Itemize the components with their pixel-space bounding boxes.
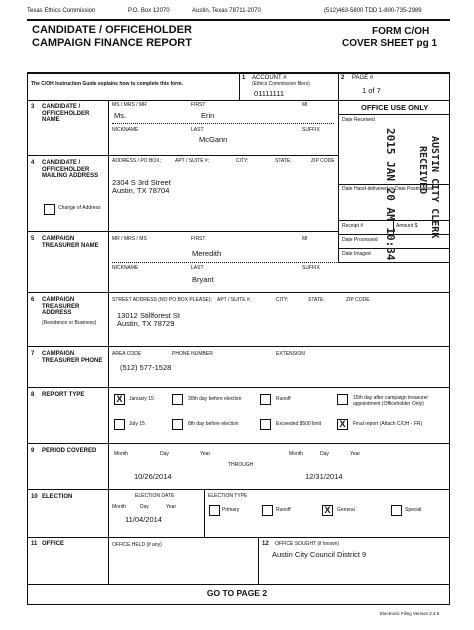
treasurer-title-col: MR / MRS / MS bbox=[112, 236, 147, 242]
period-to-month-col: Month bbox=[289, 451, 303, 457]
treasurer-suffix-col: SUFFIX bbox=[302, 265, 320, 271]
mailing-line2: Austin, TX 78704 bbox=[112, 186, 170, 195]
date-hand-delivered-label: Date Hand-delivered or Date Postmarked bbox=[342, 186, 434, 192]
election-primary-checkbox[interactable] bbox=[209, 505, 220, 516]
stamp-date: 2015 JAN 20 AM 10:34 bbox=[384, 128, 397, 261]
office-label: OFFICE bbox=[42, 541, 64, 547]
section-11-index: 11 bbox=[31, 541, 38, 547]
change-of-address-checkbox[interactable] bbox=[44, 204, 55, 215]
period-to-value: 12/31/2014 bbox=[305, 472, 343, 481]
phone-ext-col: EXTENSION bbox=[276, 351, 305, 357]
amount-label: Amount $ bbox=[396, 223, 418, 229]
election-label: ELECTION bbox=[42, 494, 73, 500]
mailing-city-col: CITY; bbox=[236, 158, 249, 164]
form-code: FORM C/OH bbox=[372, 26, 430, 37]
page-number-index: 2 bbox=[341, 75, 345, 81]
election-date-value: 11/04/2014 bbox=[125, 515, 162, 524]
agency-pobox: P.O. Box 12070 bbox=[128, 8, 170, 14]
treasurer-address-line1: 13012 Stillforest St bbox=[117, 311, 180, 320]
account-label: ACCOUNT # bbox=[252, 75, 287, 81]
treasurer-mi-col: MI bbox=[302, 236, 308, 242]
phone-number-col: PHONE NUMBER bbox=[172, 351, 213, 357]
agency-name: Texas Ethics Commission bbox=[27, 8, 96, 14]
report-jan15-checkbox[interactable]: X bbox=[114, 394, 125, 405]
treasurer-last-col: LAST bbox=[191, 265, 204, 271]
account-number: 01111111 bbox=[254, 89, 285, 98]
election-general-label: General bbox=[337, 507, 355, 513]
election-type-label: ELECTION TYPE bbox=[208, 493, 248, 499]
section-9-index: 9 bbox=[31, 448, 35, 454]
report-8day-label: 8th day before election bbox=[188, 421, 239, 427]
report-exceeded-checkbox[interactable] bbox=[260, 419, 271, 430]
page-label: PAGE # bbox=[352, 75, 374, 81]
election-primary-label: Primary bbox=[222, 507, 240, 513]
stamp-clerk: AUSTIN CITY CLERK bbox=[429, 136, 440, 239]
cover-sheet-label: COVER SHEET pg 1 bbox=[342, 38, 438, 49]
treasurer-first-value: Meredith bbox=[192, 249, 222, 258]
mailing-apt-col: APT / SUITE #; bbox=[175, 158, 210, 164]
period-through-label: THROUGH bbox=[228, 462, 254, 468]
office-use-title: OFFICE USE ONLY bbox=[361, 103, 429, 112]
report-30day-checkbox[interactable] bbox=[172, 394, 183, 405]
treasurer-address-sublabel: (Residence or Business) bbox=[42, 320, 97, 326]
stamp-received: RECEIVED bbox=[417, 146, 428, 195]
candidate-nickname-col: NICKNAME bbox=[112, 127, 139, 133]
candidate-first-value: Erin bbox=[201, 111, 215, 120]
date-processed-label: Date Processed bbox=[342, 237, 378, 243]
change-of-address-label: Change of Address bbox=[58, 205, 101, 211]
report-runoff-checkbox[interactable] bbox=[260, 394, 271, 405]
section-8-index: 8 bbox=[31, 392, 35, 398]
election-runoff-label: Runoff bbox=[276, 507, 291, 513]
receipt-label: Receipt # bbox=[342, 223, 364, 229]
period-from-day-col: Day bbox=[160, 451, 169, 457]
page-number: 1 of 7 bbox=[362, 86, 381, 95]
election-day-col: Day bbox=[140, 504, 149, 510]
period-from-year-col: Year bbox=[200, 451, 211, 457]
candidate-mi-col: MI bbox=[302, 102, 308, 108]
section-12-index: 12 bbox=[262, 541, 269, 547]
treasurer-city-col: CITY; bbox=[276, 297, 289, 303]
mailing-address-label: CANDIDATE / OFFICEHOLDER MAILING ADDRESS bbox=[42, 160, 99, 180]
treasurer-street-col: STREET ADDRESS (NO PO BOX PLEASE); bbox=[112, 297, 212, 303]
office-sought-value: Austin City Council District 9 bbox=[272, 550, 367, 559]
report-type-label: REPORT TYPE bbox=[42, 392, 85, 398]
form-title-line2: CAMPAIGN FINANCE REPORT bbox=[32, 37, 192, 49]
date-imaged-label: Date Imaged bbox=[342, 251, 371, 257]
report-jan15-label: January 15 bbox=[129, 396, 154, 402]
candidate-suffix-col: SUFFIX bbox=[302, 127, 320, 133]
section-7-index: 7 bbox=[31, 351, 35, 357]
form-title-line1: CANDIDATE / OFFICEHOLDER bbox=[32, 24, 192, 36]
report-jul15-label: July 15 bbox=[129, 421, 145, 427]
treasurer-last-value: Bryant bbox=[192, 275, 214, 284]
election-date-label: ELECTION DATE bbox=[135, 493, 175, 499]
section-4-index: 4 bbox=[31, 160, 35, 166]
report-exceeded-label: Exceeded $500 limit bbox=[276, 421, 322, 427]
treasurer-nickname-col: NICKNAME bbox=[112, 265, 139, 271]
period-from-month-col: Month bbox=[114, 451, 128, 457]
electronic-filing-version: Electronic Filing Version 2.4.5 bbox=[380, 611, 440, 616]
report-treasurer-label: 15th day after campaign treasurer appointment (Officeholder Only) bbox=[353, 395, 429, 407]
treasurer-phone-value: (512) 577-1528 bbox=[120, 363, 172, 372]
election-runoff-checkbox[interactable] bbox=[262, 505, 273, 516]
account-sublabel: (Ethics Commission filers) bbox=[252, 81, 310, 87]
election-month-col: Month bbox=[112, 504, 126, 510]
candidate-last-col: LAST bbox=[191, 127, 204, 133]
agency-phones: (512)463-5800 TDD 1-800-735-2989 bbox=[324, 8, 422, 14]
mailing-line1: 2304 S 3rd Street bbox=[112, 178, 171, 187]
report-jul15-checkbox[interactable] bbox=[114, 419, 125, 430]
period-to-day-col: Day bbox=[320, 451, 329, 457]
candidate-title-col: MS / MRS / MR bbox=[112, 102, 147, 108]
election-general-checkbox[interactable]: X bbox=[322, 505, 333, 516]
account-number-index: 1 bbox=[242, 75, 246, 81]
office-sought-label: OFFICE SOUGHT (if known) bbox=[275, 541, 340, 547]
period-from-value: 10/26/2014 bbox=[134, 472, 172, 481]
date-received-label: Date Received bbox=[342, 117, 375, 123]
candidate-title-value: Ms. bbox=[114, 111, 127, 120]
election-year-col: Year bbox=[166, 504, 177, 510]
treasurer-phone-label: CAMPAIGN TREASURER PHONE bbox=[42, 351, 103, 364]
treasurer-zip-col: ZIP CODE bbox=[346, 297, 370, 303]
go-to-page-2: GO TO PAGE 2 bbox=[206, 588, 268, 598]
candidate-last-value: McGann bbox=[199, 135, 228, 144]
treasurer-name-label: CAMPAIGN TREASURER NAME bbox=[42, 236, 99, 249]
report-final-label: Final report (Attach C/OH - FR) bbox=[353, 421, 423, 427]
mailing-address-col: ADDRESS / PO BOX; bbox=[112, 158, 161, 164]
section-5-index: 5 bbox=[31, 236, 35, 242]
election-special-checkbox[interactable] bbox=[391, 505, 402, 516]
section-10-index: 10 bbox=[31, 494, 38, 500]
treasurer-address-label: CAMPAIGN TREASURER ADDRESS bbox=[42, 297, 80, 317]
treasurer-first-col: FIRST bbox=[191, 236, 206, 242]
treasurer-apt-col: APT / SUITE #; bbox=[217, 297, 252, 303]
section-6-index: 6 bbox=[31, 297, 35, 303]
treasurer-state-col: STATE; bbox=[308, 297, 325, 303]
period-covered-label: PERIOD COVERED bbox=[42, 448, 97, 454]
office-held-label: OFFICE HELD (if any) bbox=[112, 542, 162, 548]
candidate-name-label: CANDIDATE / OFFICEHOLDER NAME bbox=[42, 104, 90, 124]
period-to-year-col: Year bbox=[350, 451, 361, 457]
report-30day-label: 30th day before election bbox=[188, 396, 242, 402]
treasurer-address-line2: Austin, TX 78729 bbox=[117, 319, 175, 328]
instructions-text: The C/OH Instruction Guide explains how to complete this form. bbox=[31, 81, 183, 87]
report-treasurer-checkbox[interactable] bbox=[337, 394, 348, 405]
report-runoff-label: Runoff bbox=[276, 396, 291, 402]
election-special-label: Special bbox=[405, 507, 422, 513]
report-final-checkbox[interactable]: X bbox=[337, 419, 348, 430]
agency-city: Austin, Texas 78711-2070 bbox=[192, 8, 261, 14]
report-8day-checkbox[interactable] bbox=[172, 419, 183, 430]
mailing-zip-col: ZIP CODE bbox=[311, 158, 335, 164]
candidate-first-col: FIRST bbox=[191, 102, 206, 108]
mailing-state-col: STATE; bbox=[275, 158, 292, 164]
section-3-index: 3 bbox=[31, 104, 35, 110]
phone-area-col: AREA CODE bbox=[112, 351, 142, 357]
